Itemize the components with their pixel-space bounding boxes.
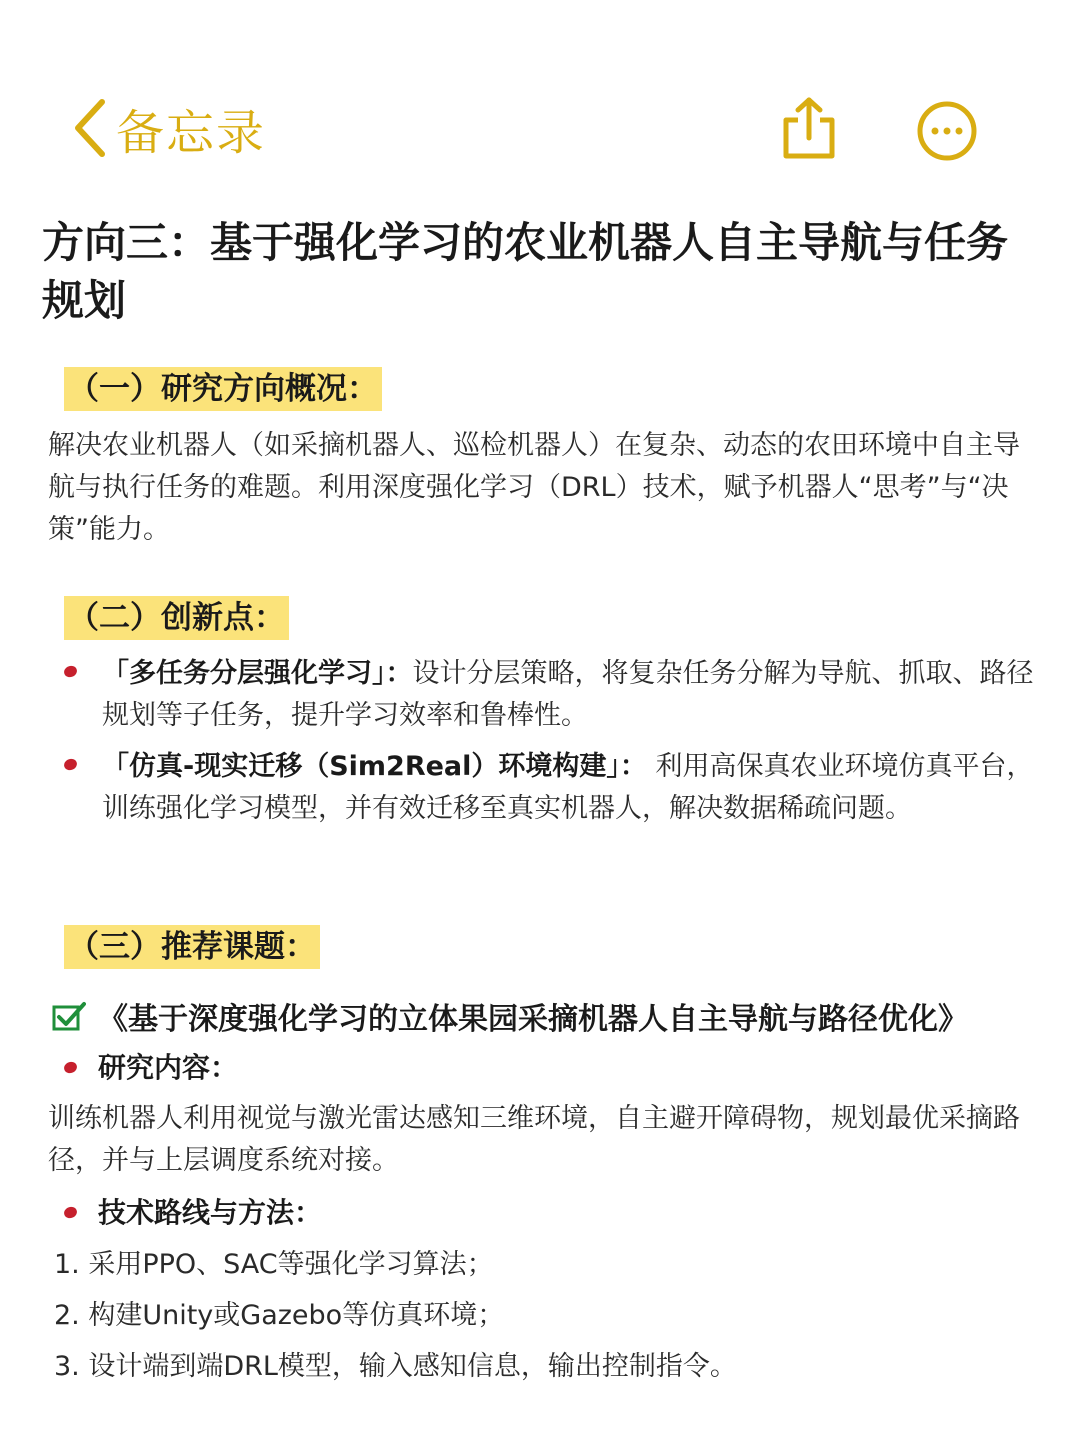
nav-bar (0, 0, 1080, 180)
method-step-3: 3. 设计端到端DRL模型，输入感知信息，输出控制指令。 (54, 1351, 737, 1382)
content-text: 训练机器人利用视觉与激光雷达感知三维环境，自主避开障碍物，规划最优采摘路径，并与上层调度系统对接。 (48, 1103, 1020, 1176)
innovation-item-1 (102, 653, 1037, 737)
checkbox-checked-icon[interactable] (52, 1001, 86, 1031)
topic-title: 《基于深度强化学习的立体果园采摘机器人自主导航与路径优化》 (98, 1002, 968, 1037)
method-step-2: 2. 构建Unity或Gazebo等仿真环境； (54, 1300, 505, 1331)
section1-body: 解决农业机器人（如采摘机器人、巡检机器人）在复杂、动态的农田环境中自主导航与执行任务的难题。利用深度强化学习（DRL）技术，赋予机器人“思考”与“决策”能力。 (48, 430, 1020, 545)
topic-checklist-item (52, 993, 1052, 1039)
bullet-dot-icon (63, 664, 79, 679)
bullet-dot-icon (63, 1205, 79, 1220)
method-step-1: 1. 采用PPO、SAC等强化学习算法； (54, 1249, 494, 1280)
section3-heading: （三）推荐课题： (64, 925, 320, 969)
innovation-item-2 (102, 746, 1037, 830)
share-button[interactable] (780, 96, 838, 160)
innovation-item-text: 利用高保真农业环境仿真平台，训练强化学习模型，并有效迁移至真实机器人，解决数据稀疏问题。 (102, 751, 1034, 824)
note-title: 方向三：基于强化学习的农业机器人自主导航与任务规划 (42, 218, 1009, 325)
share-icon (780, 96, 838, 160)
section2-heading: （二）创新点： (64, 596, 289, 640)
content-label: 研究内容： (98, 1051, 239, 1084)
more-button[interactable] (916, 100, 978, 162)
bullet-dot-icon (63, 757, 79, 772)
back-label: 备忘录 (116, 104, 267, 161)
section1-heading: （一）研究方向概况： (64, 367, 382, 411)
back-button[interactable] (72, 96, 266, 160)
innovation-item-title: 「多任务分层强化学习」： (102, 658, 413, 689)
more-icon (916, 100, 978, 162)
bullet-dot-icon (63, 1060, 79, 1075)
chevron-left-icon (72, 98, 106, 158)
innovation-item-text: 设计分层策略，将复杂任务分解为导航、抓取、路径规划等子任务，提升学习效率和鲁棒性。 (102, 658, 1034, 731)
innovation-item-title: 「仿真-现实迁移（Sim2Real）环境构建」： (102, 751, 647, 782)
method-label: 技术路线与方法： (98, 1196, 323, 1229)
